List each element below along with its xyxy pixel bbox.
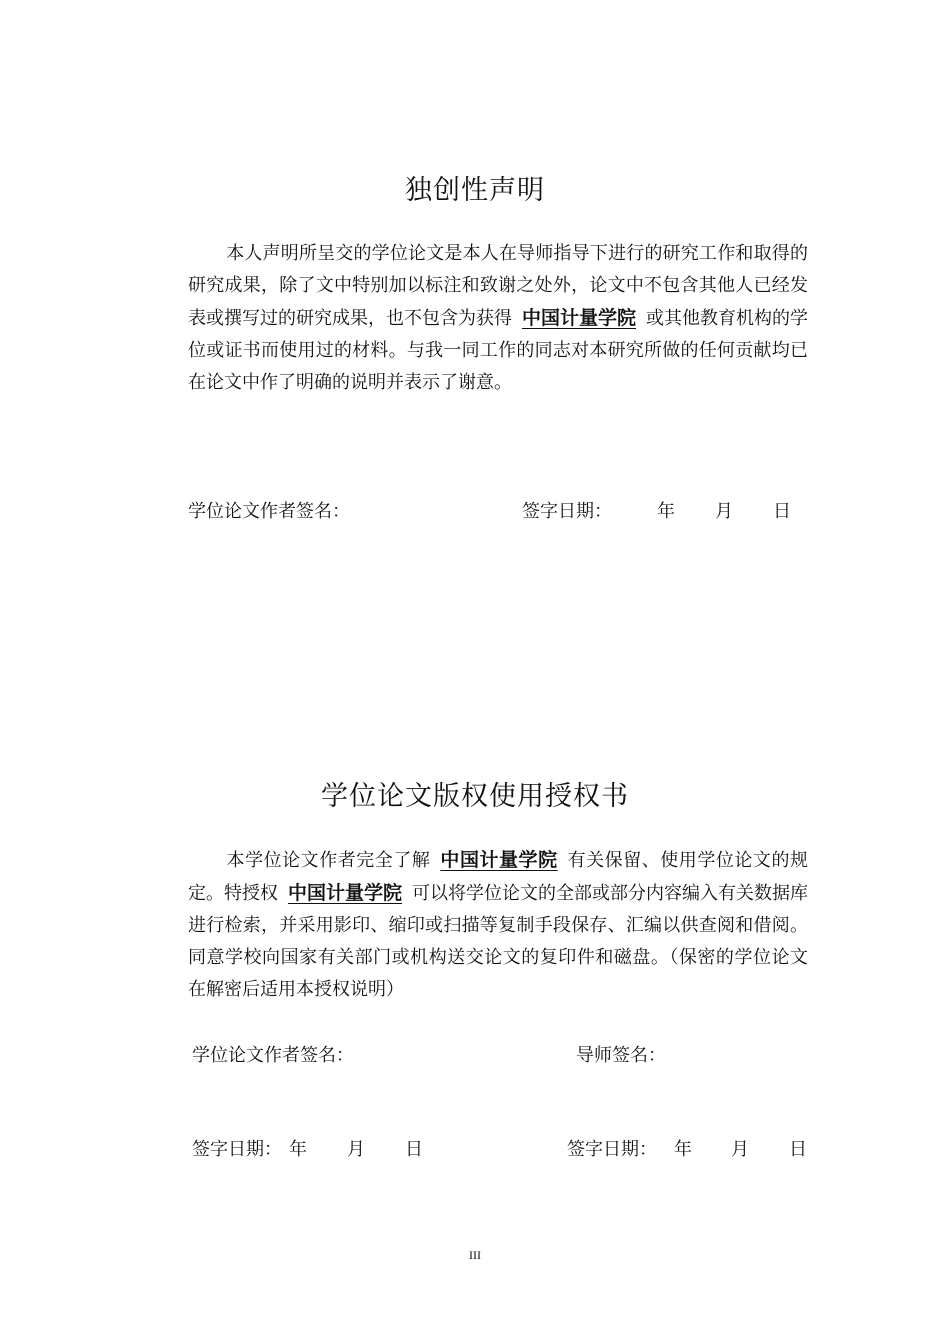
- advisor-signature-label: 导师签名：: [576, 1045, 666, 1066]
- authorization-text-1: 本学位论文作者完全了解: [226, 850, 431, 871]
- declaration-paragraph: [188, 238, 808, 399]
- authorization-author-signature-label: 学位论文作者签名：: [192, 1045, 354, 1066]
- advisor-month-label: 月: [731, 1139, 749, 1160]
- declaration-day-label: 日: [773, 501, 791, 522]
- institution-name: 中国计量学院: [440, 849, 558, 871]
- authorization-title: 学位论文版权使用授权书: [321, 781, 629, 812]
- institution-name: 中国计量学院: [522, 307, 637, 329]
- authorization-text-3: 可以将学位论文的全部或部分内容编入有关数据库进行检索，并采用影印、缩印或扫描等复制手段保存、汇编以供查阅和借阅。同意学校向国家有关部门或机构送交论文的复印件和磁盘。（保密的学位论文在解密后适用本授权说明）: [188, 883, 809, 1000]
- authorization-paragraph: [188, 844, 808, 1006]
- declaration-date-label: 签字日期：: [522, 501, 612, 522]
- page-number: III: [469, 1248, 481, 1262]
- advisor-date-label: 签字日期：: [567, 1139, 657, 1160]
- authorization-text-2: 有关保留、使用学位论文的规定。特授权: [188, 850, 809, 904]
- declaration-month-label: 月: [715, 501, 733, 522]
- declaration-text-1: 本人声明所呈交的学位论文是本人在导师指导下进行的研究工作和取得的研究成果，除了文中特别加以标注和致谢之处外，论文中不包含其他人已经发表或撰写过的研究成果，也不包含为获得: [188, 243, 808, 329]
- author-year-label: 年: [289, 1139, 307, 1160]
- institution-name: 中国计量学院: [288, 882, 403, 904]
- author-date-label: 签字日期：: [192, 1139, 282, 1160]
- author-day-label: 日: [405, 1139, 423, 1160]
- declaration-text-2: 或其他教育机构的学位或证书而使用过的材料。与我一同工作的同志对本研究所做的任何贡献均已在论文中作了明确的说明并表示了谢意。: [188, 308, 809, 393]
- author-month-label: 月: [347, 1139, 365, 1160]
- declaration-author-signature-label: 学位论文作者签名：: [188, 501, 350, 522]
- declaration-title: 独创性声明: [405, 175, 545, 206]
- declaration-year-label: 年: [657, 501, 675, 522]
- advisor-day-label: 日: [789, 1139, 807, 1160]
- advisor-year-label: 年: [674, 1139, 692, 1160]
